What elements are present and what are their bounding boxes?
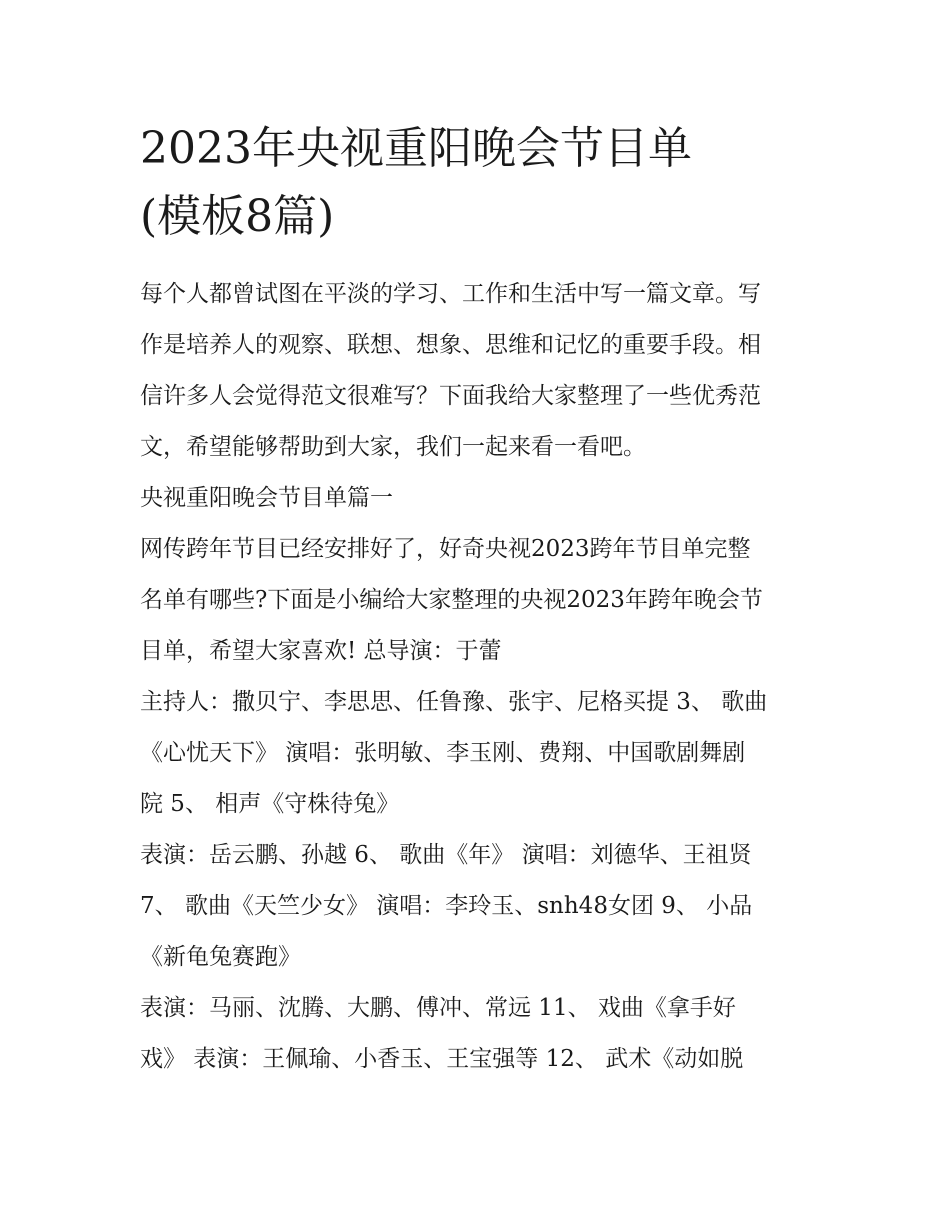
text-line: 名单有哪些?下面是小编给大家整理的央视2023年跨年晚会节 [140,587,763,613]
title-line: 2023年央视重阳晚会节目单 [140,123,692,174]
text-line: 央视重阳晚会节目单篇一 [140,485,393,511]
text-line: 表演：岳云鹏、孙越 6、 歌曲《年》 演唱：刘德华、王祖贤 [140,842,752,868]
text-line: 信许多人会觉得范文很难写？下面我给大家整理了一些优秀范 [140,383,761,409]
document-body [140,269,820,1085]
text-line: 每个人都曾试图在平淡的学习、工作和生活中写一篇文章。写 [140,281,761,307]
text-line: 《新龟兔赛跑》 [140,944,301,970]
text-line: 《心忧天下》 演唱：张明敏、李玉刚、费翔、中国歌剧舞剧 [140,740,746,766]
title-line: (模板8篇) [140,191,335,242]
body-paragraph [140,677,820,830]
intro-paragraph [140,269,820,473]
body-paragraph [140,524,820,677]
document-page [140,115,820,1085]
text-line: 网传跨年节目已经安排好了，好奇央视2023跨年节目单完整 [140,536,751,562]
text-line: 表演：马丽、沈腾、大鹏、傅冲、常远 11、 戏曲《拿手好 [140,995,736,1021]
text-line: 文，希望能够帮助到大家，我们一起来看一看吧。 [140,434,646,460]
body-paragraph [140,983,820,1085]
text-line: 院 5、 相声《守株待兔》 [140,791,400,817]
section-heading [140,473,820,524]
text-line: 目单，希望大家喜欢! 总导演：于蕾 [140,638,502,664]
document-title [140,115,820,251]
text-line: 主持人：撒贝宁、李思思、任鲁豫、张宇、尼格买提 3、 歌曲 [140,689,768,715]
body-paragraph [140,830,820,983]
text-line: 作是培养人的观察、联想、想象、思维和记忆的重要手段。相 [140,332,761,358]
text-line: 戏》 表演：王佩瑜、小香玉、王宝强等 12、 武术《动如脱 [140,1046,744,1072]
text-line: 7、 歌曲《天竺少女》 演唱：李玲玉、snh48女团 9、 小品 [140,893,753,919]
